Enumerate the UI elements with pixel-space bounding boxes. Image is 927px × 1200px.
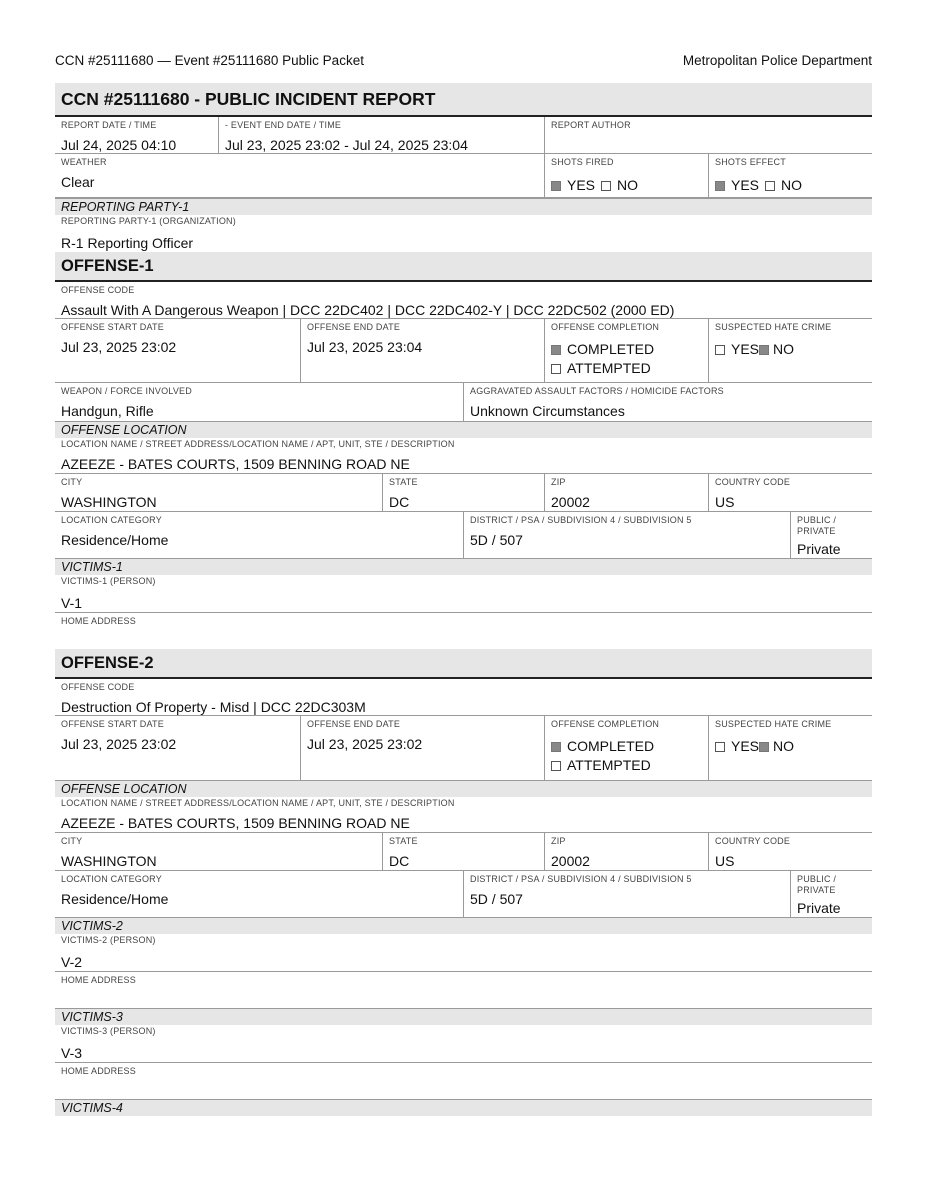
reporting-party-row bbox=[55, 215, 872, 252]
offense-1-location-cell bbox=[55, 438, 872, 473]
victims-2-row bbox=[55, 934, 872, 972]
offense-1-hate-crime-cell bbox=[708, 319, 872, 382]
offense-1-public-private-cell bbox=[790, 512, 872, 558]
event-end-cell bbox=[218, 117, 544, 153]
offense-2-state-cell bbox=[382, 833, 544, 870]
offense-2-end-label: OFFENSE END DATE bbox=[307, 719, 401, 729]
offense-2-location-row bbox=[55, 797, 872, 833]
weather-row bbox=[55, 154, 872, 198]
offense-2-category-label: LOCATION CATEGORY bbox=[61, 874, 162, 884]
offense-1-state-cell bbox=[382, 474, 544, 511]
public-private-label: PUBLIC / PRIVATE bbox=[797, 515, 837, 536]
shots-effect-yes-label: YES bbox=[731, 177, 760, 193]
offense-1-city-cell bbox=[55, 474, 382, 511]
offense-2-code-value: Destruction Of Property - Misd | DCC 22DC303M bbox=[61, 699, 366, 715]
offense-1-weapon-row bbox=[55, 383, 872, 421]
offense-2-category-value: Residence/Home bbox=[61, 891, 169, 907]
shots-fired-no-checkbox[interactable] bbox=[601, 181, 611, 191]
offense-2-state-value: DC bbox=[389, 853, 410, 869]
offense-1-category-cell bbox=[55, 512, 463, 558]
offense-2-hate-no-checkbox[interactable] bbox=[759, 742, 769, 752]
offense-2-location-name-label: LOCATION NAME / STREET ADDRESS/LOCATION NAME / APT, UNIT, STE / DESCRIPTION bbox=[61, 798, 455, 808]
shots-fired-label: SHOTS FIRED bbox=[551, 157, 614, 167]
offense-1-location-heading: OFFENSE LOCATION bbox=[55, 421, 872, 438]
offense-2-country-value: US bbox=[715, 853, 735, 869]
offense-2-start-cell bbox=[55, 716, 300, 780]
victims-3-address-label: HOME ADDRESS bbox=[61, 1066, 136, 1076]
weather-cell bbox=[55, 154, 544, 197]
offense-1-hate-crime-options bbox=[715, 340, 866, 359]
offense-1-hate-yes-checkbox[interactable] bbox=[715, 345, 725, 355]
victims-2-cell bbox=[55, 934, 872, 971]
victims-2-address-label: HOME ADDRESS bbox=[61, 975, 136, 985]
report-author-cell bbox=[544, 117, 872, 153]
offense-1-district-value: 5D / 507 bbox=[470, 532, 523, 548]
offense-1-end-value: Jul 23, 2025 23:04 bbox=[307, 339, 423, 355]
aggravated-label: AGGRAVATED ASSAULT FACTORS / HOMICIDE FACTORS bbox=[470, 386, 724, 396]
victims-2-label: VICTIMS-2 (PERSON) bbox=[61, 935, 156, 945]
victims-1-address-row bbox=[55, 613, 872, 649]
offense-2-code-cell bbox=[55, 679, 872, 715]
report-date-row bbox=[55, 117, 872, 154]
offense-2-category-cell bbox=[55, 871, 463, 917]
weapon-label: WEAPON / FORCE INVOLVED bbox=[61, 386, 192, 396]
reporting-party-heading: REPORTING PARTY-1 bbox=[55, 198, 872, 215]
offense-1-country-cell bbox=[708, 474, 872, 511]
victims-3-value: V-3 bbox=[61, 1045, 83, 1061]
offense-2-end-cell bbox=[300, 716, 544, 780]
weapon-cell bbox=[55, 383, 463, 421]
offense-1-city-value: WASHINGTON bbox=[61, 494, 157, 510]
offense-1-location-value: AZEEZE - BATES COURTS, 1509 BENNING ROAD NE bbox=[61, 456, 410, 472]
offense-1-public-private-value: Private bbox=[797, 541, 841, 557]
report-date-cell bbox=[55, 117, 218, 153]
offense-completion-label: OFFENSE COMPLETION bbox=[551, 322, 660, 332]
offense-2-city-value: WASHINGTON bbox=[61, 853, 157, 869]
offense-1-code-cell bbox=[55, 282, 872, 318]
offense-2-category-row bbox=[55, 871, 872, 917]
victims-1-value: V-1 bbox=[61, 595, 83, 611]
state-label: STATE bbox=[389, 477, 418, 487]
shots-fired-cell bbox=[544, 154, 708, 197]
reporting-party-value: R-1 Reporting Officer bbox=[61, 235, 194, 251]
offense-2-public-private-cell bbox=[790, 871, 872, 917]
victims-2-value: V-2 bbox=[61, 954, 83, 970]
offense-1-city-row bbox=[55, 474, 872, 512]
offense-2-zip-value: 20002 bbox=[551, 853, 590, 869]
offense-1-zip-cell bbox=[544, 474, 708, 511]
offense-2-completion-cell bbox=[544, 716, 708, 780]
offense-1-code-value: Assault With A Dangerous Weapon | DCC 22DC402 | DCC 22DC402-Y | DCC 22DC502 (2000 ED) bbox=[61, 302, 675, 318]
report-title: CCN #25111680 - PUBLIC INCIDENT REPORT bbox=[55, 83, 872, 117]
offense-2-hate-crime-label: SUSPECTED HATE CRIME bbox=[715, 719, 832, 729]
offense-2-completed-checkbox[interactable] bbox=[551, 742, 561, 752]
aggravated-cell bbox=[463, 383, 872, 421]
shots-fired-yes-checkbox[interactable] bbox=[551, 181, 561, 191]
offense-1-completed-label: COMPLETED bbox=[567, 341, 655, 357]
offense-2-heading: OFFENSE-2 bbox=[55, 649, 872, 679]
offense-1-completed-checkbox[interactable] bbox=[551, 345, 561, 355]
district-label: DISTRICT / PSA / SUBDIVISION 4 / SUBDIVISION 5 bbox=[470, 515, 692, 525]
shots-effect-no-checkbox[interactable] bbox=[765, 181, 775, 191]
offense-2-attempted-option bbox=[551, 756, 702, 775]
victims-1-address-label: HOME ADDRESS bbox=[61, 616, 136, 626]
offense-2-code-row bbox=[55, 679, 872, 716]
offense-1-end-cell bbox=[300, 319, 544, 382]
offense-1-attempted-label: ATTEMPTED bbox=[567, 360, 651, 376]
offense-start-label: OFFENSE START DATE bbox=[61, 322, 164, 332]
offense-1-hate-no-label: NO bbox=[773, 341, 795, 357]
offense-end-label: OFFENSE END DATE bbox=[307, 322, 401, 332]
offense-2-country-label: COUNTRY CODE bbox=[715, 836, 791, 846]
offense-2-hate-crime-cell bbox=[708, 716, 872, 780]
offense-2-hate-no-label: NO bbox=[773, 738, 795, 754]
location-category-label: LOCATION CATEGORY bbox=[61, 515, 162, 525]
offense-2-location-cell bbox=[55, 797, 872, 832]
weather-label: WEATHER bbox=[61, 157, 107, 167]
offense-2-attempted-checkbox[interactable] bbox=[551, 761, 561, 771]
offense-1-start-value: Jul 23, 2025 23:02 bbox=[61, 339, 177, 355]
offense-2-city-cell bbox=[55, 833, 382, 870]
offense-2-location-heading: OFFENSE LOCATION bbox=[55, 780, 872, 797]
offense-1-dates-row bbox=[55, 319, 872, 383]
offense-1-code-row bbox=[55, 282, 872, 319]
offense-2-district-cell bbox=[463, 871, 790, 917]
department-name: Metropolitan Police Department bbox=[682, 53, 872, 68]
offense-2-district-label: DISTRICT / PSA / SUBDIVISION 4 / SUBDIVISION 5 bbox=[470, 874, 692, 884]
offense-2-code-label: OFFENSE CODE bbox=[61, 682, 135, 692]
shots-effect-no-label: NO bbox=[781, 177, 803, 193]
shots-fired-yes-label: YES bbox=[567, 177, 596, 193]
weapon-value: Handgun, Rifle bbox=[61, 403, 154, 419]
victims-1-label: VICTIMS-1 (PERSON) bbox=[61, 576, 156, 586]
offense-2-zip-label: ZIP bbox=[551, 836, 566, 846]
offense-1-category-row bbox=[55, 512, 872, 558]
victims-3-row bbox=[55, 1025, 872, 1063]
shots-effect-cell bbox=[708, 154, 872, 197]
offense-1-hate-no-checkbox[interactable] bbox=[759, 345, 769, 355]
offense-2-state-label: STATE bbox=[389, 836, 418, 846]
offense-2-district-value: 5D / 507 bbox=[470, 891, 523, 907]
offense-2-city-row bbox=[55, 833, 872, 871]
packet-title: CCN #25111680 — Event #25111680 Public Packet bbox=[55, 53, 364, 68]
shots-fired-options bbox=[551, 176, 702, 195]
reporting-party-cell bbox=[55, 215, 872, 252]
reporting-party-label: REPORTING PARTY-1 (ORGANIZATION) bbox=[61, 216, 236, 226]
city-label: CITY bbox=[61, 477, 83, 487]
report-author-label: REPORT AUTHOR bbox=[551, 120, 631, 130]
victims-2-heading: VICTIMS-2 bbox=[55, 917, 872, 934]
offense-2-dates-row bbox=[55, 716, 872, 780]
offense-2-completed-label: COMPLETED bbox=[567, 738, 655, 754]
offense-2-attempted-label: ATTEMPTED bbox=[567, 757, 651, 773]
offense-1-state-value: DC bbox=[389, 494, 410, 510]
offense-2-hate-crime-options bbox=[715, 737, 866, 756]
hate-crime-label: SUSPECTED HATE CRIME bbox=[715, 322, 832, 332]
offense-code-label: OFFENSE CODE bbox=[61, 285, 135, 295]
victims-1-address-cell bbox=[55, 613, 872, 649]
report-date-value: Jul 24, 2025 04:10 bbox=[61, 137, 177, 153]
offense-2-country-cell bbox=[708, 833, 872, 870]
offense-2-zip-cell bbox=[544, 833, 708, 870]
offense-2-city-label: CITY bbox=[61, 836, 83, 846]
offense-1-start-cell bbox=[55, 319, 300, 382]
report-date-label: REPORT DATE / TIME bbox=[61, 120, 157, 130]
offense-2-start-value: Jul 23, 2025 23:02 bbox=[61, 736, 177, 752]
page-header bbox=[55, 53, 872, 73]
offense-1-zip-value: 20002 bbox=[551, 494, 590, 510]
offense-1-hate-yes-label: YES bbox=[731, 341, 760, 357]
victims-3-address-cell bbox=[55, 1063, 872, 1099]
offense-1-attempted-checkbox[interactable] bbox=[551, 364, 561, 374]
event-end-value: Jul 23, 2025 23:02 - Jul 24, 2025 23:04 bbox=[225, 137, 468, 153]
victims-3-address-row bbox=[55, 1063, 872, 1099]
victims-3-heading: VICTIMS-3 bbox=[55, 1008, 872, 1025]
offense-1-country-value: US bbox=[715, 494, 735, 510]
zip-label: ZIP bbox=[551, 477, 566, 487]
offense-2-hate-yes-checkbox[interactable] bbox=[715, 742, 725, 752]
offense-2-hate-yes-label: YES bbox=[731, 738, 760, 754]
offense-2-end-value: Jul 23, 2025 23:02 bbox=[307, 736, 423, 752]
shots-fired-no-label: NO bbox=[617, 177, 639, 193]
offense-2-public-private-label: PUBLIC / PRIVATE bbox=[797, 874, 837, 895]
victims-4-heading: VICTIMS-4 bbox=[55, 1099, 872, 1116]
shots-effect-label: SHOTS EFFECT bbox=[715, 157, 786, 167]
victims-1-heading: VICTIMS-1 bbox=[55, 558, 872, 575]
offense-2-start-label: OFFENSE START DATE bbox=[61, 719, 164, 729]
offense-2-public-private-value: Private bbox=[797, 900, 841, 916]
country-label: COUNTRY CODE bbox=[715, 477, 791, 487]
offense-1-category-value: Residence/Home bbox=[61, 532, 169, 548]
victims-3-label: VICTIMS-3 (PERSON) bbox=[61, 1026, 156, 1036]
aggravated-value: Unknown Circumstances bbox=[470, 403, 625, 419]
offense-2-completion-label: OFFENSE COMPLETION bbox=[551, 719, 660, 729]
weather-value: Clear bbox=[61, 174, 95, 190]
victims-1-row bbox=[55, 575, 872, 613]
shots-effect-options bbox=[715, 176, 866, 195]
incident-report-form bbox=[55, 83, 872, 1116]
offense-1-completed-option bbox=[551, 340, 702, 359]
victims-2-address-cell bbox=[55, 972, 872, 1008]
victims-2-address-row bbox=[55, 972, 872, 1008]
offense-2-completed-option bbox=[551, 737, 702, 756]
location-name-label: LOCATION NAME / STREET ADDRESS/LOCATION NAME / APT, UNIT, STE / DESCRIPTION bbox=[61, 439, 455, 449]
victims-3-cell bbox=[55, 1025, 872, 1062]
offense-2-location-value: AZEEZE - BATES COURTS, 1509 BENNING ROAD NE bbox=[61, 815, 410, 831]
shots-effect-yes-checkbox[interactable] bbox=[715, 181, 725, 191]
offense-1-district-cell bbox=[463, 512, 790, 558]
offense-1-completion-cell bbox=[544, 319, 708, 382]
event-end-label: - EVENT END DATE / TIME bbox=[225, 120, 342, 130]
offense-1-attempted-option bbox=[551, 359, 702, 378]
offense-1-location-row bbox=[55, 438, 872, 474]
offense-1-heading: OFFENSE-1 bbox=[55, 252, 872, 282]
victims-1-cell bbox=[55, 575, 872, 612]
